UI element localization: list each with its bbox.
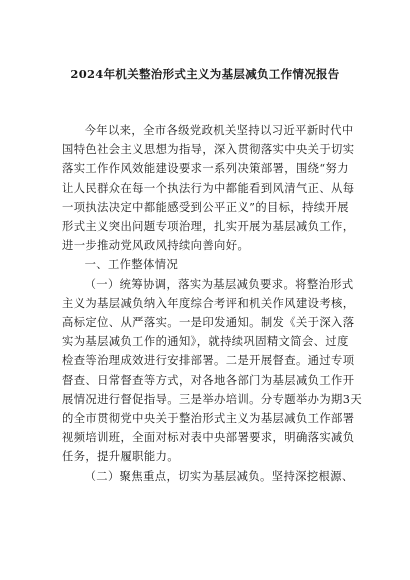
text-line: 一项执法决定中都能感受到公平正义”的目标，持续开展 — [62, 200, 349, 214]
intro-paragraph — [62, 121, 353, 255]
text-line: 检查等治理成效进行安排部署。二是开展督查。通过专项 — [62, 354, 355, 368]
section-heading: 一、工作整体情况 — [84, 258, 179, 272]
text-line: （二）聚焦重点，切实为基层减负。坚持深挖根源、 — [84, 469, 354, 483]
text-line: 视频培训班，全面对标对表中央部署要求，明确落实减负 — [62, 431, 355, 445]
text-line: （一）统筹协调，落实为基层减负要求。将整治形式 — [84, 277, 354, 291]
text-line: 落实工作作风效能建设要求一系列决策部署，围绕“努力 — [62, 162, 349, 176]
text-line: 展情况进行督促指导。三是举办培训。分专题举办为期3天 — [62, 392, 363, 406]
section2-paragraph — [62, 467, 353, 486]
section1-paragraph — [62, 275, 363, 467]
text-line: 主义为基层减负纳入年度综合考评和机关作风建设考核， — [62, 296, 355, 310]
text-line: 进一步推动党风政风持续向善向好。 — [62, 239, 250, 253]
text-line: 今年以来，全市各级党政机关坚持以习近平新时代中 — [84, 124, 354, 137]
text-line: 高标定位、从严落实。一是印发通知。制发《关于深入落 — [62, 316, 355, 330]
text-line: 让人民群众在每一个执法行为中都能看到风清气正、从每 — [62, 181, 355, 195]
document-body — [62, 121, 363, 486]
text-line: 国特色社会主义思想为指导，深入贯彻落实中央关于切实 — [62, 143, 355, 157]
text-line: 任务，提升履职能力。 — [62, 450, 179, 464]
text-line: 督查、日常督查等方式，对各地各部门为基层减负工作开 — [62, 373, 355, 387]
text-line: 的全市贯彻党中央关于整治形式主义为基层减负工作部署 — [62, 412, 355, 426]
text-line: 形式主义突出问题专项治理，扎实开展为基层减负工作， — [62, 220, 355, 234]
text-line: 实为基层减负工作的通知》，就持续巩固精文简会、过度 — [62, 335, 349, 349]
document-title: 2024年机关整治形式主义为基层减负工作情况报告 — [70, 67, 340, 81]
